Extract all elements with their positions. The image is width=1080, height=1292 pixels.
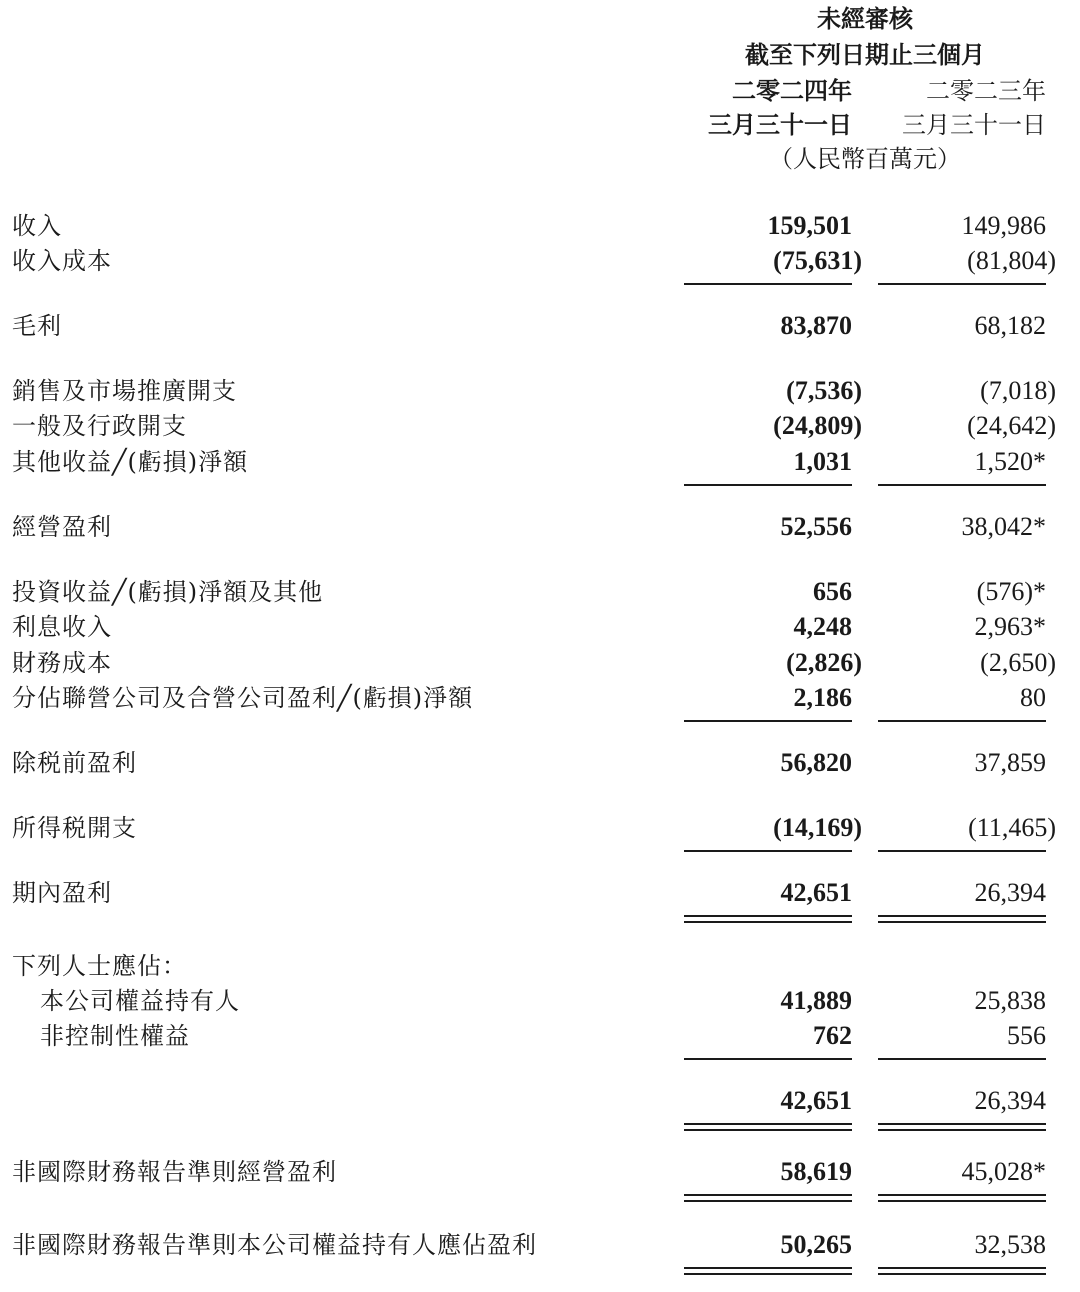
value-2023: 80 — [1020, 683, 1046, 712]
value-2023: (576)* — [976, 577, 1046, 606]
header-unaudited: 未經審核 — [817, 4, 913, 33]
row-income-tax — [0, 812, 1080, 844]
value-2023: 68,182 — [974, 311, 1046, 340]
subtotal-rule — [878, 1058, 1046, 1060]
row-attributable-total — [0, 1085, 1080, 1117]
row-admin-expenses — [0, 410, 1080, 442]
row-equity-holders — [0, 985, 1080, 1017]
subtotal-rule — [684, 720, 852, 722]
row-label: 經營盈利 — [12, 513, 112, 541]
value-2024: 4,248 — [793, 612, 852, 641]
value-2024: (2,826) — [786, 648, 862, 677]
row-label: 財務成本 — [12, 649, 112, 677]
total-double-rule — [878, 1200, 1046, 1202]
total-double-rule — [878, 1267, 1046, 1269]
value-2024: 50,265 — [780, 1230, 852, 1259]
value-2024: 41,889 — [780, 986, 852, 1015]
row-investment-gains — [0, 576, 1080, 608]
subtotal-rule — [684, 283, 852, 285]
total-double-rule — [684, 1194, 852, 1196]
row-share-of-associates — [0, 682, 1080, 714]
total-double-rule — [684, 1273, 852, 1275]
header-period: 截至下列日期止三個月 — [745, 40, 985, 69]
value-2023: 26,394 — [974, 878, 1046, 907]
row-label: 所得税開支 — [12, 814, 137, 842]
value-2023: 556 — [1007, 1021, 1046, 1050]
total-double-rule — [878, 1129, 1046, 1131]
row-label: 收入 — [12, 212, 62, 240]
row-label: 非控制性權益 — [40, 1022, 190, 1050]
row-label: 投資收益╱(虧損)淨額及其他 — [12, 578, 324, 606]
row-label: 除税前盈利 — [12, 749, 137, 777]
row-gross-profit — [0, 310, 1080, 342]
row-selling-expenses — [0, 375, 1080, 407]
row-label: 一般及行政開支 — [12, 412, 187, 440]
row-other-gains — [0, 446, 1080, 478]
total-double-rule — [684, 1200, 852, 1202]
row-label: 非國際財務報告準則經營盈利 — [12, 1158, 337, 1186]
subtotal-rule — [878, 484, 1046, 486]
total-double-rule — [878, 1123, 1046, 1125]
row-label: 本公司權益持有人 — [40, 987, 240, 1015]
total-double-rule — [684, 1129, 852, 1131]
value-2024: (24,809) — [773, 411, 862, 440]
row-non-ifrs-attributable-profit — [0, 1229, 1080, 1261]
row-profit-before-tax — [0, 747, 1080, 779]
value-2024: 58,619 — [780, 1157, 852, 1186]
header-date-2024: 三月三十一日 — [708, 110, 852, 139]
value-2024: (75,631) — [773, 246, 862, 275]
subtotal-rule — [878, 720, 1046, 722]
row-cost-of-revenue — [0, 245, 1080, 277]
subtotal-rule — [684, 1058, 852, 1060]
row-finance-costs — [0, 647, 1080, 679]
subtotal-rule — [684, 484, 852, 486]
row-interest-income — [0, 611, 1080, 643]
header-date-2023: 三月三十一日 — [902, 111, 1046, 139]
row-revenue — [0, 210, 1080, 242]
value-2024: (7,536) — [786, 376, 862, 405]
value-2024: 656 — [813, 577, 852, 606]
value-2023: 149,986 — [961, 211, 1046, 240]
row-label: 期內盈利 — [12, 879, 112, 907]
value-2023: (24,642) — [967, 411, 1056, 440]
row-label: 分佔聯營公司及合營公司盈利╱(虧損)淨額 — [12, 684, 474, 712]
row-label: 其他收益╱(虧損)淨額 — [12, 448, 249, 476]
value-2023: 32,538 — [974, 1230, 1046, 1259]
row-label: 毛利 — [12, 312, 62, 340]
value-2024: (14,169) — [773, 813, 862, 842]
total-double-rule — [878, 1194, 1046, 1196]
header-year-2024: 二零二四年 — [732, 76, 852, 105]
subtotal-rule — [878, 283, 1046, 285]
value-2024: 56,820 — [780, 748, 852, 777]
value-2023: 45,028* — [961, 1157, 1046, 1186]
header-year-2023: 二零二三年 — [926, 77, 1046, 105]
row-label: 利息收入 — [12, 613, 112, 641]
total-double-rule — [878, 1273, 1046, 1275]
total-double-rule — [684, 921, 852, 923]
total-double-rule — [684, 1267, 852, 1269]
row-non-controlling-interests — [0, 1020, 1080, 1052]
total-double-rule — [684, 1123, 852, 1125]
row-operating-profit — [0, 511, 1080, 543]
value-2023: (11,465) — [968, 813, 1056, 842]
row-label: 銷售及市場推廣開支 — [12, 377, 237, 405]
total-double-rule — [878, 921, 1046, 923]
row-label: 非國際財務報告準則本公司權益持有人應佔盈利 — [12, 1231, 537, 1259]
row-label: 收入成本 — [12, 247, 112, 275]
row-non-ifrs-operating-profit — [0, 1156, 1080, 1188]
row-profit-for-period — [0, 877, 1080, 909]
value-2023: 25,838 — [974, 986, 1046, 1015]
total-double-rule — [684, 915, 852, 917]
value-2024: 83,870 — [780, 311, 852, 340]
row-attributable-to — [0, 950, 1080, 982]
value-2023: 37,859 — [974, 748, 1046, 777]
value-2024: 42,651 — [780, 878, 852, 907]
subtotal-rule — [878, 850, 1046, 852]
value-2023: 2,963* — [974, 612, 1046, 641]
total-double-rule — [878, 915, 1046, 917]
value-2023: 26,394 — [974, 1086, 1046, 1115]
header-unit: （人民幣百萬元） — [769, 145, 961, 173]
row-label: 下列人士應佔： — [12, 952, 187, 980]
value-2024: 159,501 — [767, 211, 852, 240]
value-2023: 38,042* — [961, 512, 1046, 541]
value-2024: 1,031 — [793, 447, 852, 476]
value-2024: 52,556 — [780, 512, 852, 541]
value-2024: 2,186 — [793, 683, 852, 712]
value-2023: (7,018) — [980, 376, 1056, 405]
value-2024: 42,651 — [780, 1086, 852, 1115]
value-2023: (2,650) — [980, 648, 1056, 677]
value-2023: (81,804) — [967, 246, 1056, 275]
value-2023: 1,520* — [974, 447, 1046, 476]
value-2024: 762 — [813, 1021, 852, 1050]
subtotal-rule — [684, 850, 852, 852]
